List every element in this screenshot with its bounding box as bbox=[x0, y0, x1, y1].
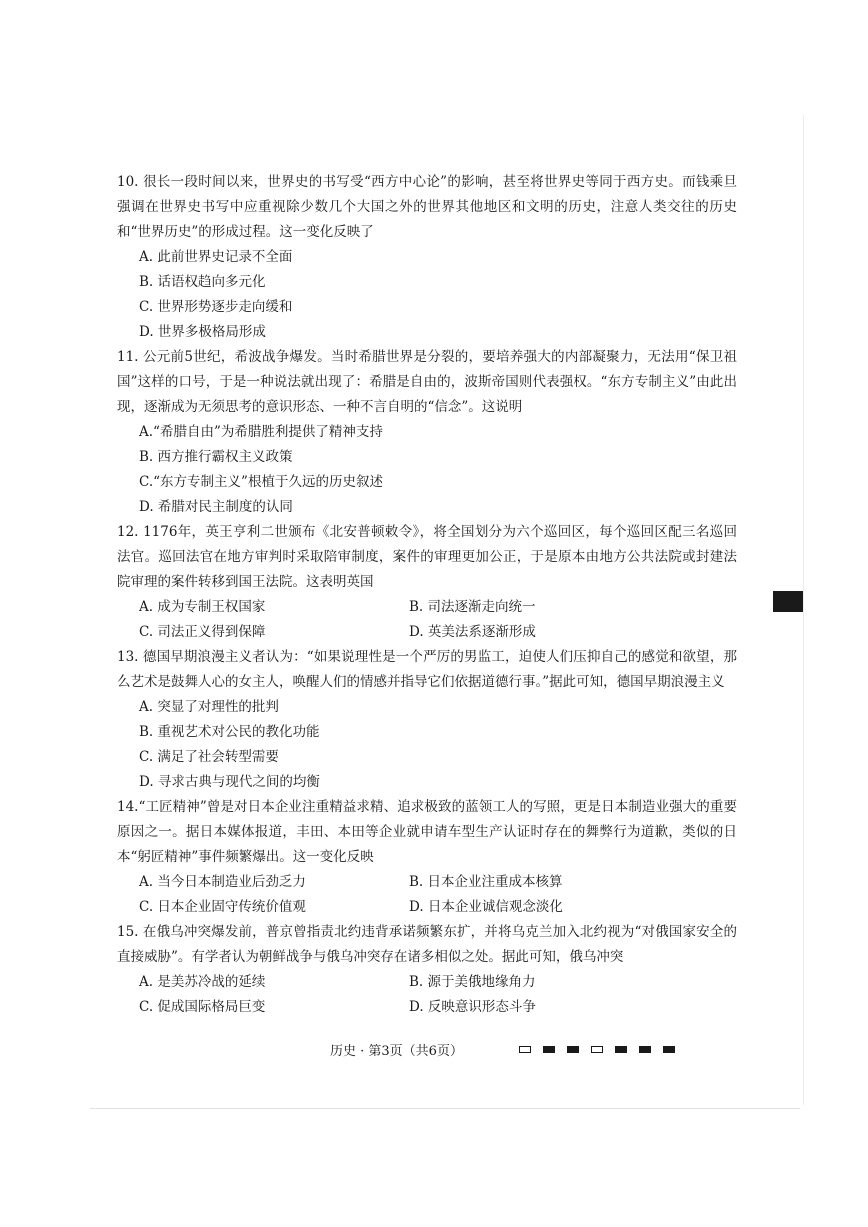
option-b: B. 源于美俄地缘角力 bbox=[409, 974, 536, 990]
option-row bbox=[117, 995, 737, 1020]
option-a: A. 突显了对理性的批判 bbox=[139, 699, 279, 715]
question-12 bbox=[117, 520, 737, 645]
question-stem: 10. 很长一段时间以来，世界史的书写受“西方中心论”的影响，甚至将世界史等同于西方史。而钱乘旦强调在世界史书写中应重视除少数几个大国之外的世界其他地区和文明的历史，注意人类交往的历史和“世界历史”的形成过程。这一变化反映了 bbox=[117, 174, 737, 240]
barcode-marks bbox=[519, 1046, 675, 1053]
question-stem: 13. 德国早期浪漫主义者认为：“如果说理性是一个严厉的男监工，迫使人们压抑自己的感觉和欲望，那么艺术是鼓舞人心的女主人，唤醒人们的情感并指导它们依据道德行事。”据此可知，德国早期浪漫主义 bbox=[117, 649, 737, 690]
option-c: C. 日本企业固守传统价值观 bbox=[139, 899, 306, 915]
option-b: B. 话语权趋向多元化 bbox=[139, 274, 266, 290]
question-14 bbox=[117, 795, 737, 920]
option-c: C. 满足了社会转型需要 bbox=[139, 749, 279, 765]
option-c: C.“东方专制主义”根植于久远的历史叙述 bbox=[139, 474, 383, 490]
option-a: A. 是美苏冷战的延续 bbox=[139, 974, 266, 990]
option-d: D. 寻求古典与现代之间的均衡 bbox=[139, 774, 320, 790]
mark-filled-box bbox=[567, 1046, 579, 1053]
mark-empty-box bbox=[519, 1046, 531, 1053]
option-c: C. 司法正义得到保障 bbox=[139, 624, 266, 640]
option-row bbox=[117, 870, 737, 895]
question-stem: 14.“工匠精神”曾是对日本企业注重精益求精、追求极致的蓝领工人的写照，更是日本制造业强大的重要原因之一。据日本媒体报道，丰田、本田等企业就申请车型生产认证时存在的舞弊行为道歉，类似的日本“躬匠精神”事件频繁爆出。这一变化反映 bbox=[117, 799, 737, 865]
question-10 bbox=[117, 170, 737, 345]
question-stem: 12. 1176年，英王亨利二世颁布《北安普顿敕令》，将全国划分为六个巡回区，每个巡回区配三名巡回法官。巡回法官在地方审判时采取陪审制度，案件的审理更加公正，于是原本由地方公共法院或封建法院审理的案件转移到国王法院。这表明英国 bbox=[117, 524, 737, 590]
option-a: A. 此前世界史记录不全面 bbox=[139, 249, 293, 265]
option-b: B. 重视艺术对公民的教化功能 bbox=[139, 724, 320, 740]
question-13 bbox=[117, 645, 737, 795]
question-list bbox=[117, 170, 737, 1020]
option-a: A. 成为专制王权国家 bbox=[139, 599, 266, 615]
option-b: B. 司法逐渐走向统一 bbox=[409, 599, 536, 615]
question-15 bbox=[117, 920, 737, 1020]
option-b: B. 日本企业注重成本核算 bbox=[409, 874, 563, 890]
option-row bbox=[117, 595, 737, 620]
page-footer bbox=[330, 1038, 675, 1060]
page-edge-right bbox=[803, 115, 804, 1105]
option-c: C. 促成国际格局巨变 bbox=[139, 999, 266, 1015]
mark-filled-box bbox=[615, 1046, 627, 1053]
page-number-text: 历史 · 第3页（共6页） bbox=[330, 1043, 463, 1059]
option-d: D. 英美法系逐渐形成 bbox=[409, 624, 536, 640]
option-d: D. 希腊对民主制度的认同 bbox=[139, 499, 293, 515]
question-11 bbox=[117, 345, 737, 520]
mark-empty-box bbox=[591, 1046, 603, 1053]
option-d: D. 日本企业诚信观念淡化 bbox=[409, 899, 563, 915]
option-d: D. 反映意识形态斗争 bbox=[409, 999, 536, 1015]
side-marker-block bbox=[773, 591, 804, 612]
option-a: A. 当今日本制造业后劲乏力 bbox=[139, 874, 306, 890]
option-a: A.“希腊自由”为希腊胜利提供了精神支持 bbox=[139, 424, 383, 440]
mark-filled-box bbox=[639, 1046, 651, 1053]
option-d: D. 世界多极格局形成 bbox=[139, 324, 266, 340]
page-edge-bottom bbox=[90, 1108, 800, 1109]
mark-filled-box bbox=[543, 1046, 555, 1053]
option-c: C. 世界形势逐步走向缓和 bbox=[139, 299, 293, 315]
option-b: B. 西方推行霸权主义政策 bbox=[139, 449, 293, 465]
question-stem: 11. 公元前5世纪，希波战争爆发。当时希腊世界是分裂的，要培养强大的内部凝聚力，无法用“保卫祖国”这样的口号，于是一种说法就出现了：希腊是自由的，波斯帝国则代表强权。“东方专制主义”由此出现，逐渐成为无须思考的意识形态、一种不言自明的“信念”。这说明 bbox=[117, 349, 737, 415]
mark-filled-box bbox=[663, 1046, 675, 1053]
option-row bbox=[117, 895, 737, 920]
option-row bbox=[117, 970, 737, 995]
option-row bbox=[117, 620, 737, 645]
question-stem: 15. 在俄乌冲突爆发前，普京曾指责北约违背承诺频繁东扩，并将乌克兰加入北约视为“对俄国家安全的直接威胁”。有学者认为朝鲜战争与俄乌冲突存在诸多相似之处。据此可知，俄乌冲突 bbox=[117, 924, 737, 965]
